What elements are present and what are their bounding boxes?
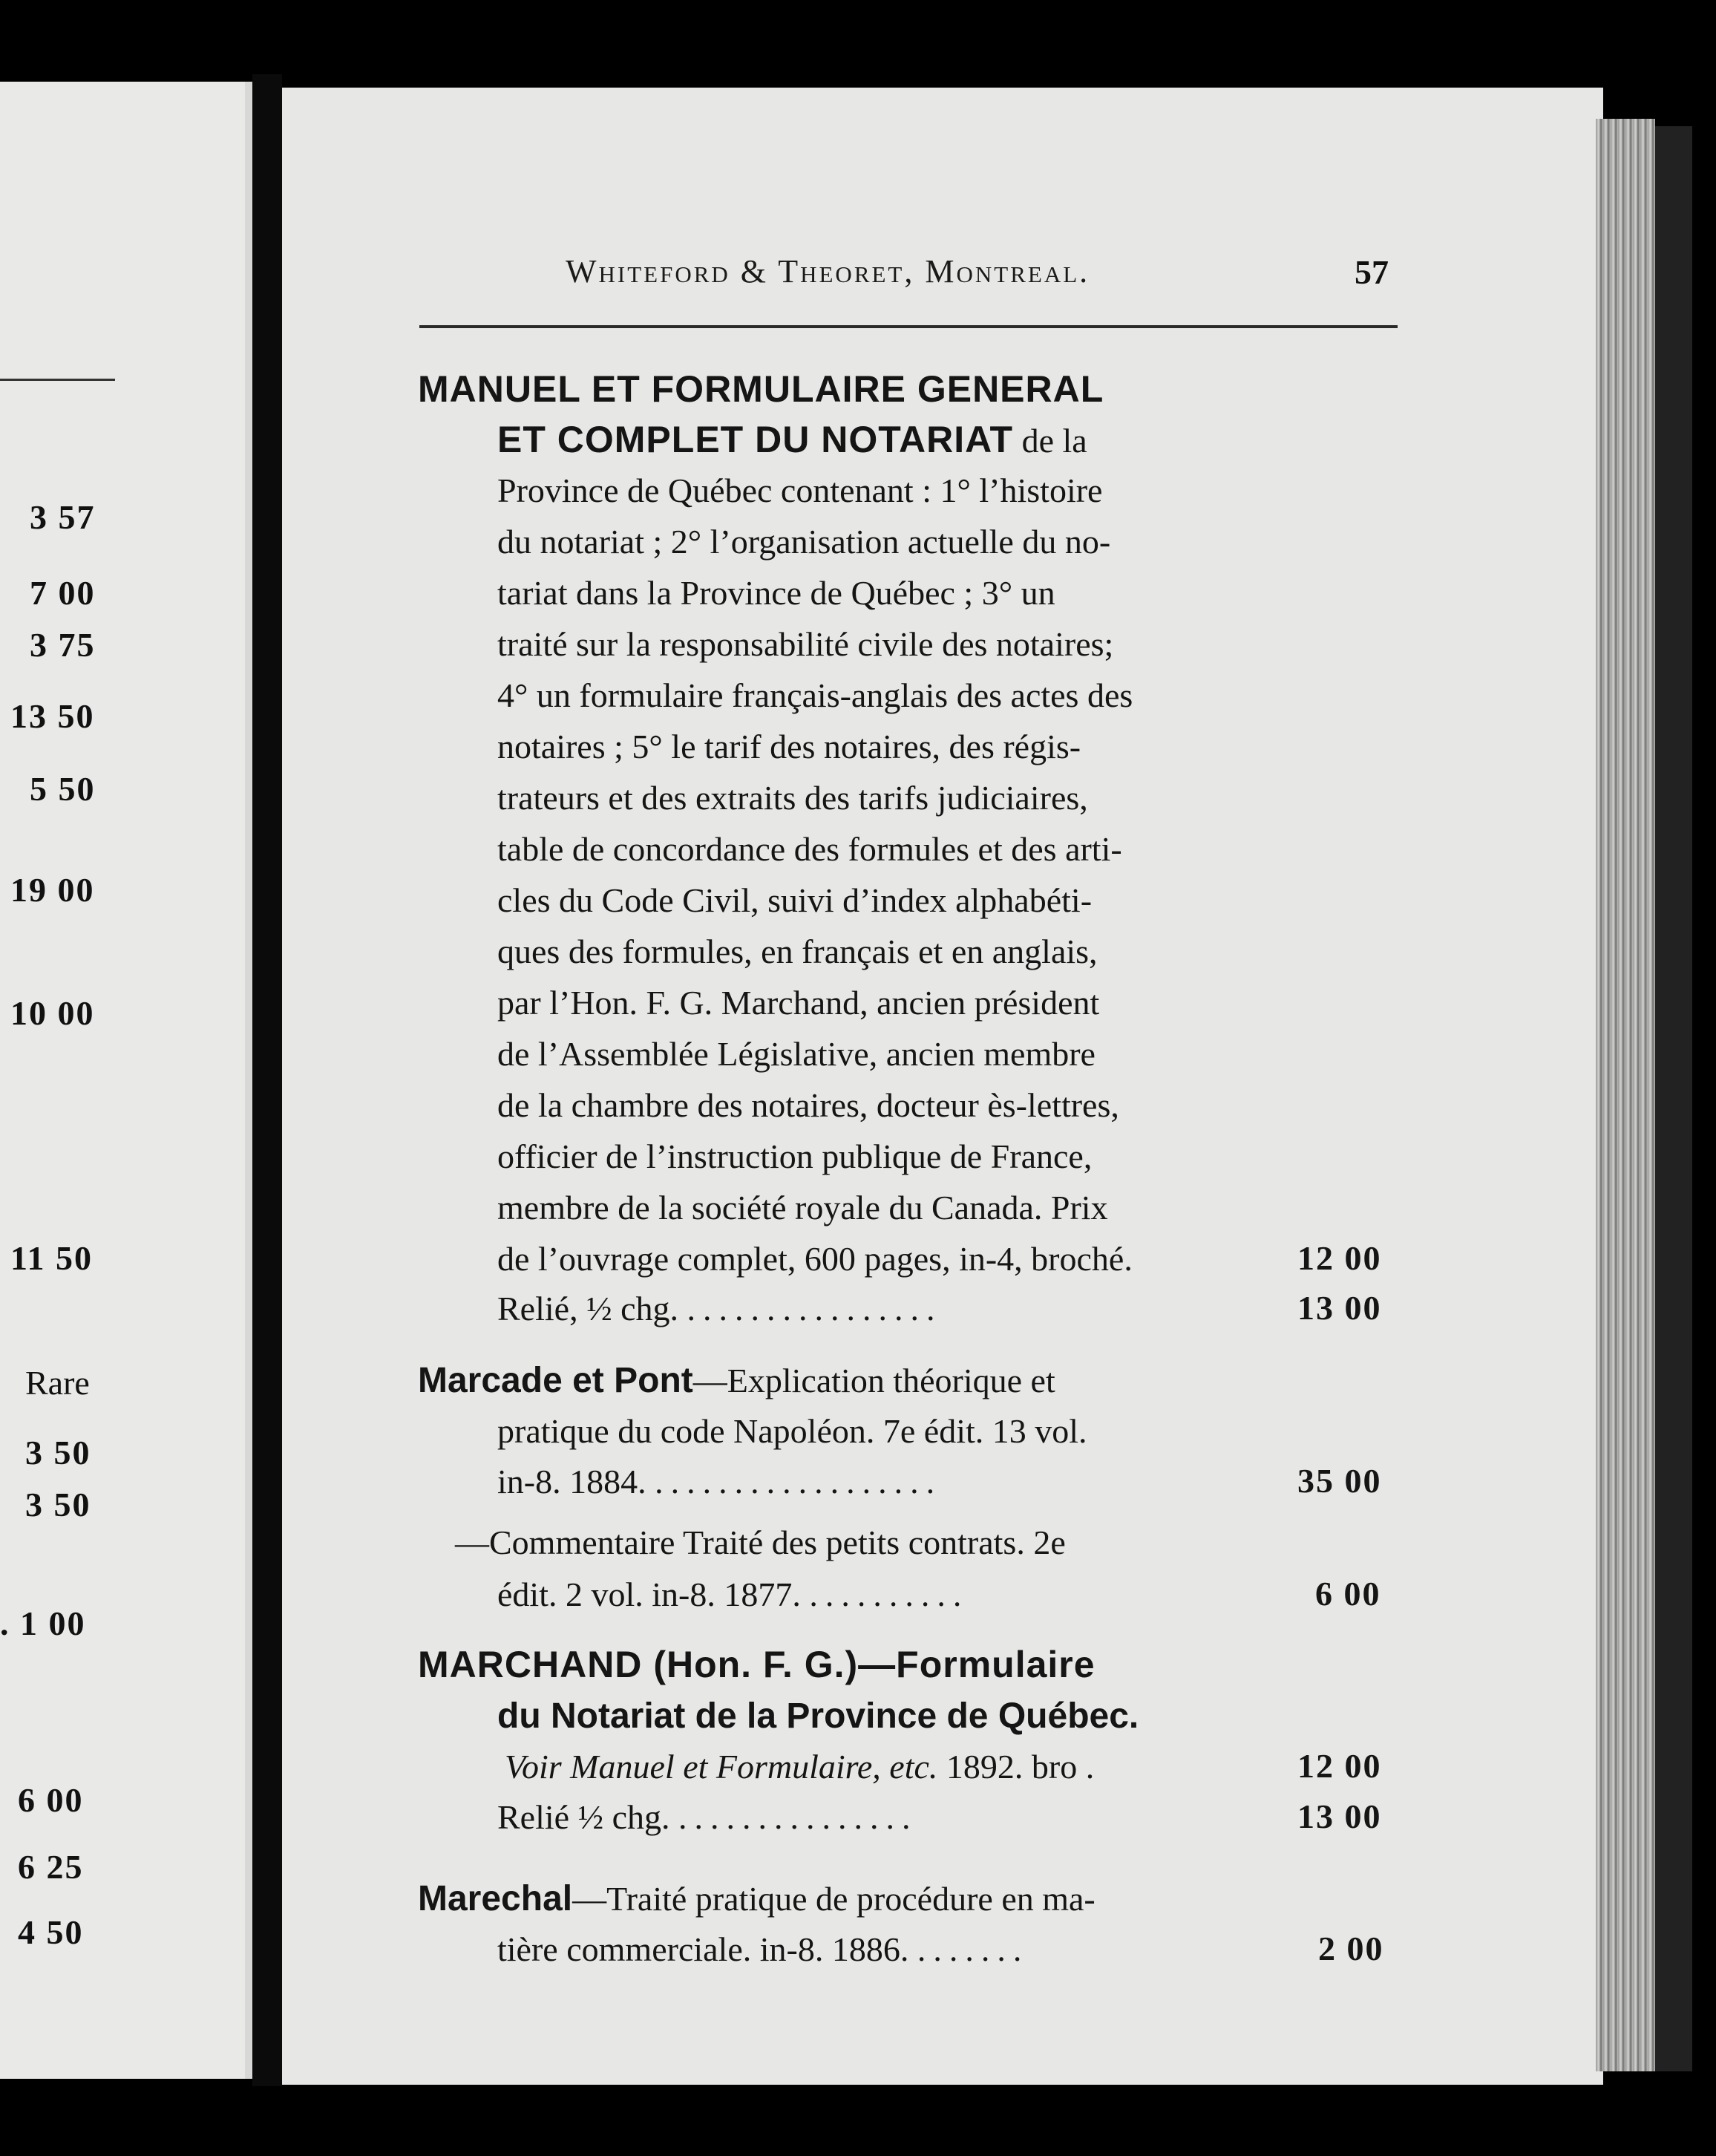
entry-marcade-line-2: pratique du code Napoléon. 7e édit. 13 vol.: [497, 1412, 1087, 1450]
entry-marcade-comm-line-2: [497, 1574, 969, 1616]
leader-dots: .......: [917, 1930, 1029, 1968]
entry-manuel-line-9: cles du Code Civil, suivi d’index alphabéti-: [497, 881, 1093, 919]
left-price-11: 3 50: [25, 1486, 91, 1523]
entry-manuel-line-13: de la chambre des notaires, docteur ès-lettres,: [497, 1086, 1119, 1124]
left-price-5: 5 50: [30, 770, 96, 808]
leader-dots: ................: [687, 1290, 943, 1327]
leader-dots: ..........: [809, 1575, 969, 1613]
entry-manuel-title-tail: de la: [1013, 422, 1087, 460]
entry-marchand-title-2: du Notariat de la Province de Québec.: [497, 1696, 1139, 1736]
entry-manuel-price-relie: 13 00: [1297, 1289, 1382, 1327]
entry-marechal-title: Marechal: [418, 1879, 573, 1918]
left-price-13: 6 00: [18, 1781, 84, 1819]
entry-marchand-relie: [497, 1797, 918, 1838]
page-edges: [1596, 119, 1655, 2071]
entry-marcade-price-2: 6 00: [1315, 1575, 1381, 1613]
leader-dots: ..................: [655, 1463, 943, 1500]
entry-marchand-title-b: (Hon. F. G.)—Formulaire: [642, 1644, 1096, 1685]
running-head: Whiteford & Theoret, Montreal.: [566, 253, 1090, 290]
left-price-6: 19 00: [10, 871, 95, 909]
entry-manuel-relie-text: Relié, ½ chg.: [497, 1290, 678, 1327]
entry-marcade-line-1: [418, 1360, 1055, 1402]
entry-marechal-desc-1: —Traité pratique de procédure en ma-: [572, 1880, 1096, 1918]
left-price-2: 7 00: [30, 574, 96, 612]
entry-manuel-line-16: de l’ouvrage complet, 600 pages, in-4, broché.: [497, 1240, 1133, 1278]
entry-marcade-title: Marcade et Pont: [418, 1361, 693, 1400]
entry-manuel-line-5: 4° un formulaire français-anglais des actes des: [497, 676, 1133, 714]
entry-marechal-line-2: [497, 1929, 1029, 1970]
entry-manuel-line-3: tariat dans la Province de Québec ; 3° un: [497, 574, 1055, 612]
entry-manuel-line-14: officier de l’instruction publique de France,: [497, 1137, 1093, 1175]
leader-dots: ...............: [678, 1798, 918, 1836]
entry-manuel-title-2: [497, 419, 1087, 462]
left-price-9: Rare: [25, 1364, 90, 1402]
page-number: 57: [1355, 253, 1389, 291]
entry-marechal-price: 2 00: [1318, 1930, 1384, 1967]
entry-marchand-title-1: [418, 1644, 1096, 1687]
entry-manuel-title-1: MANUEL ET FORMULAIRE GENERAL: [418, 368, 1104, 410]
left-price-7: 10 00: [10, 994, 95, 1032]
left-price-15: 4 50: [18, 1913, 84, 1951]
entry-manuel-relie: [497, 1288, 943, 1330]
entry-marchand-voir-rest: 1892. bro .: [937, 1748, 1095, 1786]
entry-manuel-title-2-bold: ET COMPLET DU NOTARIAT: [497, 419, 1014, 460]
entry-marcade-desc-3: in-8. 1884.: [497, 1463, 646, 1500]
left-price-10: 3 50: [25, 1434, 91, 1471]
entry-manuel-line-2: du notariat ; 2° l’organisation actuelle du no-: [497, 523, 1111, 561]
left-price-12: . 1 00: [0, 1604, 86, 1642]
page-edge-shadow: [1655, 126, 1692, 2071]
entry-manuel-price-broche: 12 00: [1297, 1239, 1382, 1277]
entry-marchand-price-2: 13 00: [1297, 1797, 1382, 1835]
entry-manuel-line-15: membre de la société royale du Canada. Prix: [497, 1189, 1108, 1226]
entry-manuel-line-8: table de concordance des formules et des arti-: [497, 830, 1122, 868]
entry-marcade-price-1: 35 00: [1297, 1462, 1382, 1500]
left-price-3: 3 75: [30, 626, 96, 664]
left-page-rule: [0, 379, 115, 381]
entry-marchand-title-a: MARCHAND: [418, 1644, 643, 1685]
entry-manuel-line-1: Province de Québec contenant : 1° l’histoire: [497, 471, 1103, 509]
left-price-8: 11 50: [10, 1239, 93, 1277]
entry-marchand-voir: [505, 1746, 1094, 1788]
entry-marcade-desc-1: —Explication théorique et: [692, 1362, 1055, 1399]
book-spine: [252, 74, 282, 2086]
entry-marechal-line-1: [418, 1878, 1096, 1920]
entry-marchand-price-1: 12 00: [1297, 1747, 1382, 1785]
entry-manuel-line-12: de l’Assemblée Législative, ancien membre: [497, 1035, 1096, 1073]
left-page: [0, 82, 245, 2079]
left-price-4: 13 50: [10, 697, 95, 735]
entry-manuel-line-6: notaires ; 5° le tarif des notaires, des régis-: [497, 728, 1081, 765]
entry-marcade-comm-line-1: —Commentaire Traité des petits contrats. 2e: [455, 1523, 1066, 1561]
entry-marchand-voir-italic: Voir Manuel et Formulaire, etc.: [505, 1748, 938, 1786]
entry-manuel-line-11: par l’Hon. F. G. Marchand, ancien président: [497, 984, 1100, 1022]
entry-manuel-line-10: ques des formules, en français et en anglais,: [497, 932, 1098, 970]
entry-marcade-line-3: [497, 1461, 942, 1503]
entry-marechal-desc-2: tière commerciale. in-8. 1886.: [497, 1930, 909, 1968]
entry-manuel-line-7: trateurs et des extraits des tarifs judiciaires,: [497, 779, 1088, 817]
entry-marcade-comm-desc-2: édit. 2 vol. in-8. 1877.: [497, 1575, 801, 1613]
header-rule: [419, 325, 1398, 328]
entry-marchand-relie-text: Relié ½ chg.: [497, 1798, 670, 1836]
left-price-1: 3 57: [30, 498, 96, 536]
entry-manuel-line-4: traité sur la responsabilité civile des notaires;: [497, 625, 1114, 663]
left-price-14: 6 25: [18, 1848, 84, 1886]
